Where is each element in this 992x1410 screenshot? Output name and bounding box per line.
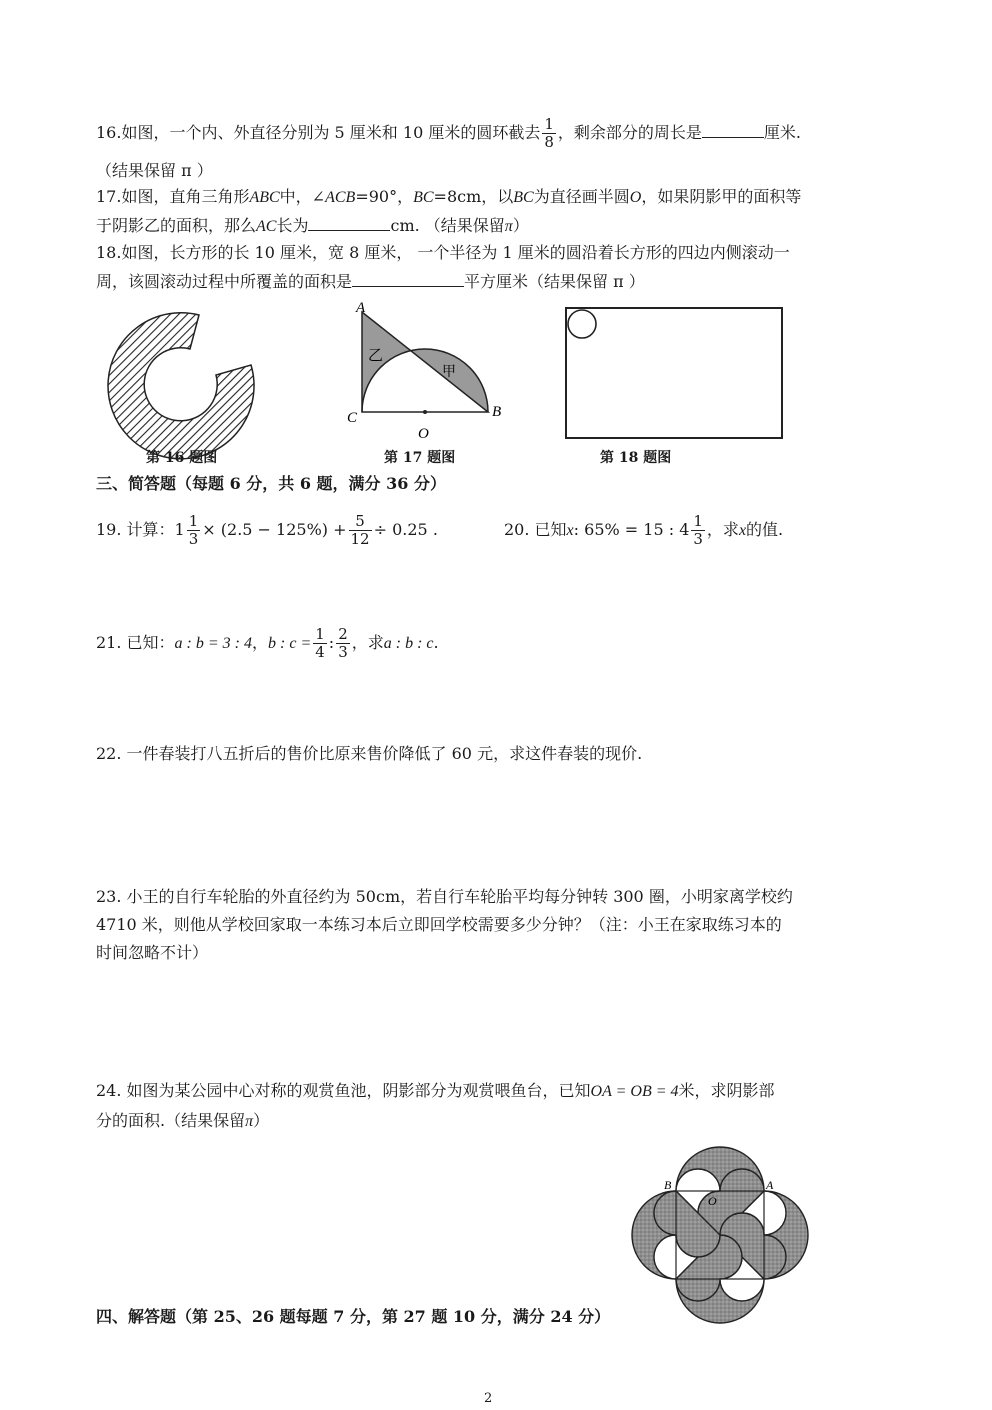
q16-line1: 16.如图，一个内、外直径分别为 5 厘米和 10 厘米的圆环截去 $\frac{1}{8}$ ，剩余部分的周长是 厘米. [96, 115, 801, 151]
q21-fraction-1: $\frac{1}{4}$ [315, 625, 325, 661]
q17-line2: 于阴影乙的面积，那么AC长为 cm. （结果保留π） [96, 216, 529, 235]
fig24-label-o: O [708, 1194, 717, 1208]
fig17-triangle-diagram [342, 300, 512, 442]
fig17-label-jia: 甲 [442, 364, 456, 380]
q19-fraction-2: $\frac{5}{12}$ [350, 512, 370, 548]
q23-line1: 23. 小王的自行车轮胎的外直径约为 50cm，若自行车轮胎平均每分钟转 300 圈，小明家离学校约 [96, 887, 793, 906]
fig17-label-yi: 乙 [368, 346, 384, 364]
fig16-ring-diagram [96, 303, 276, 453]
fig17-label-a: A [356, 300, 366, 316]
q20: 20. 已知x: 65% = 15 : 4 $\frac{1}{3}$ ，求x的值. [504, 512, 784, 548]
q19: 19. 计算：1 $\frac{1}{3}$ × (2.5 − 125%) + $\frac{5}{12}$ ÷ 0.25 . [96, 512, 438, 548]
fig17-label-b: B [492, 404, 502, 420]
page-number: 2 [484, 1391, 493, 1406]
fig24-label-a: A [766, 1178, 774, 1192]
q24-line2: 分的面积.（结果保留π） [96, 1111, 270, 1130]
fig24-label-b: B [664, 1178, 672, 1192]
section3-heading: 三、简答题（每题 6 分，共 6 题，满分 36 分） [96, 474, 446, 493]
q17-answer-blank[interactable] [308, 214, 390, 231]
q18-answer-blank[interactable] [352, 270, 464, 287]
section4-heading: 四、解答题（第 25、26 题每题 7 分，第 27 题 10 分，满分 24 分） [96, 1307, 611, 1326]
q16-answer-blank[interactable] [702, 121, 764, 138]
q16-fraction: $\frac{1}{8}$ [544, 115, 554, 151]
q24-line1: 24. 如图为某公园中心对称的观赏鱼池，阴影部分为观赏喂鱼台，已知OA = OB = 4米，求阴影部 [96, 1081, 775, 1100]
q19-fraction-1: $\frac{1}{3}$ [188, 512, 199, 548]
q18-line2: 周，该圆滚动过程中所覆盖的面积是 平方厘米（结果保留 π ） [96, 272, 645, 291]
ring-shape [108, 313, 254, 459]
fig24-fishpond-diagram [634, 1160, 806, 1310]
q22: 22. 一件春装打八五折后的售价比原来售价降低了 60 元，求这件春装的现价. [96, 744, 643, 763]
q21-fraction-2: $\frac{2}{3}$ [338, 625, 348, 661]
fig18-caption: 第 18 题图 [600, 450, 672, 466]
q20-fraction: $\frac{1}{3}$ [693, 512, 703, 548]
fig17-label-o: O [418, 426, 429, 442]
q21: 21. 已知：a : b = 3 : 4，b : c = $\frac{1}{4}$ : $\frac{2}{3}$ ，求a : b : c. [96, 625, 439, 661]
fig17-caption: 第 17 题图 [384, 450, 456, 466]
rectangle-shape [566, 308, 782, 438]
q17-line1: 17.如图，直角三角形ABC中，∠ACB=90°，BC=8cm，以BC为直径画半圆O，如果阴影甲的面积等 [96, 187, 802, 206]
q23-line2: 4710 米，则他从学校回家取一本练习本后立即回学校需要多少分钟？（注：小王在家取练习本的 [96, 915, 782, 934]
fig18-rectangle-diagram [562, 304, 786, 440]
q16-line2: （结果保留 π ） [96, 161, 213, 180]
fig17-label-c: C [347, 410, 358, 426]
q18-line1: 18.如图，长方形的长 10 厘米，宽 8 厘米， 一个半径为 1 厘米的圆沿着长方形的四边内侧滚动一 [96, 243, 790, 262]
fig16-caption: 第 16 题图 [146, 450, 218, 466]
q23-line3: 时间忽略不计） [96, 943, 209, 962]
rolling-circle [568, 310, 596, 338]
